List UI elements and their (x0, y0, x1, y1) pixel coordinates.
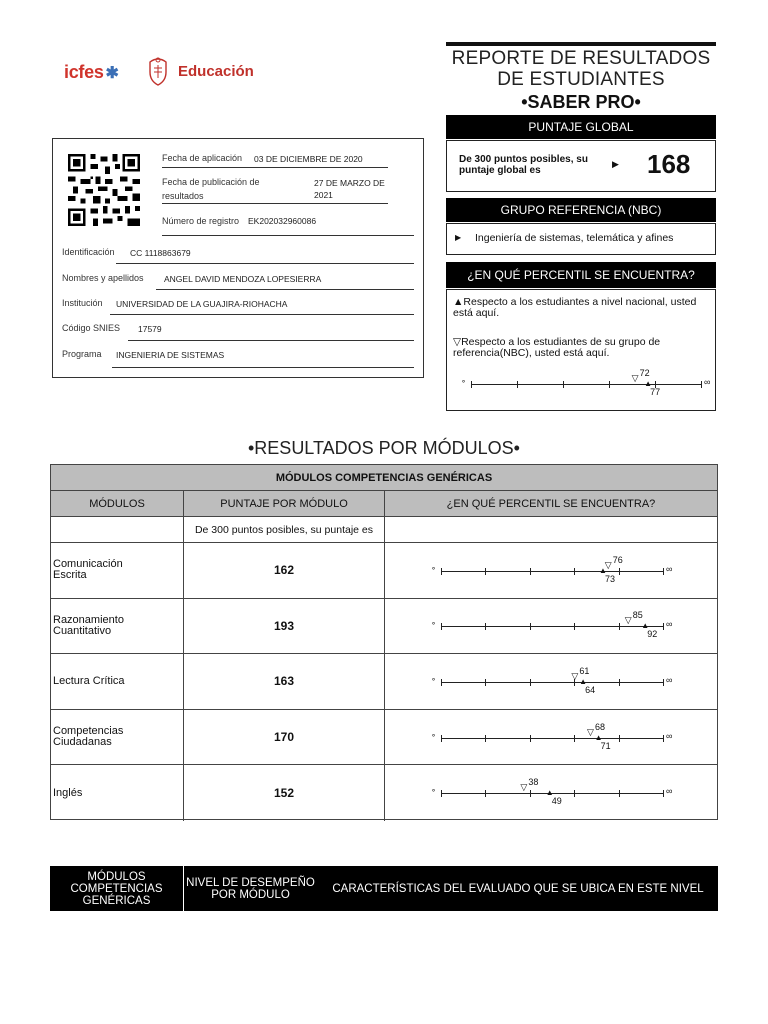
global-score-header: PUNTAJE GLOBAL (446, 115, 716, 139)
programa-value: INGENIERIA DE SISTEMAS (116, 350, 225, 360)
national-legend-text: Respecto a los estudiantes a nivel nacional, usted está aquí. (453, 296, 697, 319)
registro-label: Número de registro (162, 216, 240, 226)
module-score: 152 (184, 765, 385, 821)
scale-line (441, 682, 663, 683)
scale-line (441, 738, 663, 739)
group-marker-label: 72 (639, 368, 650, 378)
national-marker-label: 71 (600, 740, 611, 751)
registro-value: EK202032960086 (248, 216, 317, 226)
national-marker: ▲ (594, 732, 603, 742)
scale-tick (471, 381, 472, 388)
module-percentile-scale (385, 610, 717, 646)
scale-tick (619, 568, 620, 575)
modules-table-title: MÓDULOS COMPETENCIAS GENÉRICAS (51, 465, 717, 491)
scale-tick (441, 790, 442, 797)
module-percentile-scale (385, 665, 717, 702)
divider (156, 289, 414, 290)
scale-max-label: ∞ (666, 786, 673, 797)
group-name: Ingeniería de sistemas, telemática y afines (475, 232, 674, 244)
scale-tick (574, 790, 575, 797)
icfes-logo-text: icfes (64, 62, 104, 82)
group-legend (453, 337, 708, 359)
scale-tick (530, 679, 531, 686)
module-row (51, 765, 717, 821)
icfes-star-icon: ✱ (105, 65, 119, 82)
group-marker-label: 76 (612, 554, 623, 565)
national-marker-label: 73 (605, 573, 616, 584)
scale-tick (663, 568, 664, 575)
scale-tick (485, 679, 486, 686)
national-legend (453, 297, 708, 319)
national-marker-label: 92 (647, 629, 658, 640)
col-header-modulos: MÓDULOS (51, 491, 184, 517)
levels-col-nivel: NIVEL DE DESEMPEÑO POR MÓDULO (186, 876, 315, 901)
scale-tick (485, 568, 486, 575)
scale-tick (619, 623, 620, 630)
scale-tick (530, 568, 531, 575)
scale-min-label: ∘ (431, 563, 437, 573)
title-top-rule (446, 42, 716, 46)
module-name: Razonamiento Cuantitativo (51, 599, 184, 654)
national-marker: ▲ (545, 788, 554, 798)
scale-tick (619, 790, 620, 797)
scale-tick (663, 623, 664, 630)
scale-line (471, 384, 701, 385)
nombres-label: Nombres y apellidos (62, 273, 144, 283)
group-marker: ▽ (586, 726, 594, 737)
scale-tick (441, 735, 442, 742)
scale-tick (609, 381, 610, 388)
institucion-value: UNIVERSIDAD DE LA GUAJIRA-RIOHACHA (116, 299, 288, 309)
educacion-logo: Educación (178, 63, 254, 80)
scale-min-label: ∘ (431, 786, 437, 796)
scale-tick (485, 623, 486, 630)
module-percentile-scale (385, 554, 717, 591)
global-score-box (446, 140, 716, 192)
module-name: Inglés (51, 765, 184, 821)
group-box (446, 223, 716, 255)
scale-tick (485, 735, 486, 742)
scale-tick (663, 790, 664, 797)
col-header-puntaje: PUNTAJE POR MÓDULO (184, 491, 385, 517)
col-header-percentil: ¿EN QUÉ PERCENTIL SE ENCUENTRA? (385, 491, 717, 517)
scale-tick (441, 679, 442, 686)
module-row (51, 654, 717, 710)
qr-code-icon (68, 154, 140, 226)
divider (110, 314, 414, 315)
scale-tick (619, 735, 620, 742)
levels-col-caracteristicas: CARACTERÍSTICAS DEL EVALUADO QUE SE UBICA EN ESTE NIVEL (332, 882, 704, 895)
group-marker-label: 38 (528, 777, 539, 788)
global-score-text: De 300 puntos posibles, su puntaje global es (459, 154, 588, 176)
scale-tick (530, 735, 531, 742)
module-row (51, 710, 717, 766)
group-triangle-icon: ▽ (453, 336, 462, 348)
subheader-empty-cell (385, 517, 717, 543)
divider (162, 203, 388, 204)
subheader-empty-cell (51, 517, 184, 543)
fecha-publicacion-label: Fecha de publicación de resultados (162, 177, 260, 201)
scale-tick (517, 381, 518, 388)
percentile-box (446, 289, 716, 411)
divider (112, 367, 414, 368)
module-percentile-scale (385, 721, 717, 758)
module-percentile-scale (385, 777, 717, 813)
module-name: Comunicación Escrita (51, 543, 184, 598)
group-header: GRUPO REFERENCIA (NBC) (446, 198, 716, 222)
icfes-logo (64, 62, 119, 83)
scale-min-label: ∘ (431, 619, 437, 629)
modules-section-title: •RESULTADOS POR MÓDULOS• (248, 438, 520, 458)
scale-tick (441, 623, 442, 630)
snies-label: Código SNIES (62, 323, 121, 333)
module-score: 162 (184, 543, 385, 598)
modules-table (50, 464, 718, 820)
divider (162, 235, 414, 236)
scale-tick (574, 568, 575, 575)
module-score: 193 (184, 599, 385, 654)
subheader-puntaje: De 300 puntos posibles, su puntaje es (184, 517, 385, 543)
scale-max-label: ∞ (666, 674, 673, 685)
scale-min-label: ∘ (431, 730, 437, 740)
module-score: 170 (184, 710, 385, 765)
institucion-label: Institución (62, 298, 103, 308)
scale-tick (563, 381, 564, 388)
group-marker-label: 85 (632, 610, 643, 621)
global-percentile-scale (457, 368, 712, 406)
group-legend-text: Respecto a los estudiantes de su grupo de referencia(NBC), usted está aquí. (453, 336, 661, 359)
scale-min-label: ∘ (431, 674, 437, 684)
national-marker-label: 64 (585, 684, 596, 695)
colombia-shield-icon (146, 56, 170, 86)
scale-tick (530, 623, 531, 630)
scale-tick (574, 623, 575, 630)
identificacion-value: CC 1118863679 (130, 248, 191, 258)
scale-tick (574, 735, 575, 742)
scale-tick (663, 679, 664, 686)
scale-tick (530, 790, 531, 797)
national-marker: ▲ (644, 379, 653, 388)
module-row (51, 543, 717, 599)
group-marker: ▽ (571, 670, 579, 681)
nombres-value: ANGEL DAVID MENDOZA LOPESIERRA (164, 274, 322, 284)
group-marker-label: 68 (594, 721, 605, 732)
levels-table-header (50, 866, 718, 911)
module-score: 163 (184, 654, 385, 709)
group-marker: ▽ (520, 782, 528, 793)
group-marker-label: 61 (579, 665, 590, 676)
fecha-aplicacion-value: 03 DE DICIEMBRE DE 2020 (254, 154, 363, 164)
national-marker-label: 77 (650, 387, 661, 397)
levels-col-modulos: MÓDULOS COMPETENCIAS GENÉRICAS (50, 866, 184, 911)
module-name: Competencias Ciudadanas (51, 710, 184, 765)
scale-tick (663, 735, 664, 742)
programa-label: Programa (62, 349, 102, 359)
scale-tick (619, 679, 620, 686)
divider (116, 263, 414, 264)
report-title: REPORTE DE RESULTADOS DE ESTUDIANTES (451, 48, 711, 90)
scale-min-label: ∘ (461, 377, 467, 386)
pointer-right-icon: ▶ (612, 159, 619, 169)
national-triangle-icon: ▲ (453, 296, 464, 308)
fecha-aplicacion-label: Fecha de aplicación (162, 153, 243, 163)
pointer-right-icon: ▶ (455, 233, 462, 242)
scale-max-label: ∞ (704, 377, 711, 387)
module-name: Lectura Crítica (51, 654, 184, 709)
fecha-publicacion-value: 27 DE MARZO DE 2021 (314, 178, 385, 200)
percentile-header: ¿EN QUÉ PERCENTIL SE ENCUENTRA? (446, 262, 716, 288)
module-row (51, 599, 717, 655)
snies-value: 17579 (138, 324, 162, 334)
identificacion-label: Identificación (62, 247, 115, 257)
group-marker: ▽ (631, 373, 639, 383)
global-score-value: 168 (647, 149, 691, 179)
scale-max-label: ∞ (666, 730, 673, 741)
national-marker: ▲ (641, 621, 650, 631)
scale-line (441, 571, 663, 572)
scale-tick (441, 568, 442, 575)
exam-name: •SABER PRO• (521, 92, 641, 112)
group-marker: ▽ (604, 559, 612, 570)
group-marker: ▽ (624, 615, 632, 626)
scale-line (441, 626, 663, 627)
divider (162, 167, 388, 168)
scale-tick (485, 790, 486, 797)
national-marker: ▲ (599, 565, 607, 575)
scale-max-label: ∞ (666, 619, 673, 630)
national-marker-label: 49 (551, 796, 562, 807)
national-marker: ▲ (579, 676, 587, 686)
scale-max-label: ∞ (666, 563, 673, 574)
divider (128, 340, 414, 341)
scale-tick (701, 381, 702, 388)
